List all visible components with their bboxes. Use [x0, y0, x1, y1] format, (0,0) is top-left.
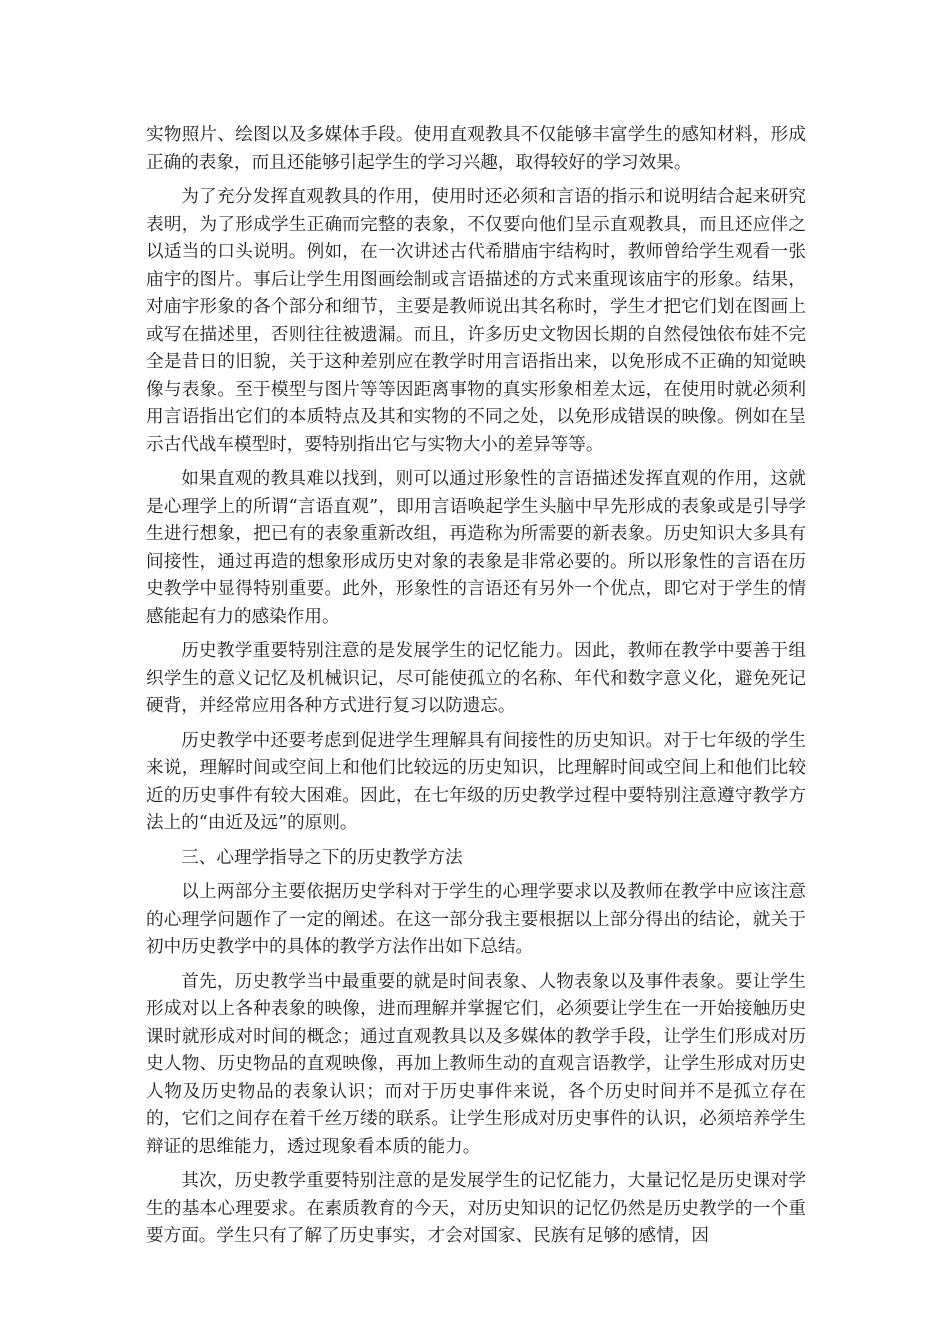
- section-heading: 三、心理学指导之下的历史教学方法: [181, 847, 463, 868]
- paragraph-second-point: 其次，历史教学重要特别注意的是发展学生的记忆能力，大量记忆是历史课对学生的基本心理要求。在素质教育的今天，对历史知识的记忆仍然是历史教学的一个重要方面。学生只有了解了历史事实，才会对国家、民族有足够的感情，因: [146, 1171, 806, 1246]
- paragraph-continued: 实物照片、绘图以及多媒体手段。使用直观教具不仅能够丰富学生的感知材料，形成正确的表象，而且还能够引起学生的学习兴趣，取得较好的学习效果。: [146, 125, 806, 173]
- paragraph-memory-ability: 历史教学重要特别注意的是发展学生的记忆能力。因此，教师在教学中要善于组织学生的意义记忆及机械识记，尽可能使孤立的名称、年代和数字意义化，避免死记硬背，并经常应用各种方式进行复习以防遗忘。: [146, 641, 806, 716]
- document-page: [146, 122, 806, 1258]
- paragraph-visual-aids-with-speech: 为了充分发挥直观教具的作用，使用时还必须和言语的指示和说明结合起来研究表明，为了形成学生正确而完整的表象，不仅要向他们呈示直观教具，而且还应伴之以适当的口头说明。例如，在一次讲述古代希腊庙宇结构时，教师曾给学生观看一张庙宇的图片。事后让学生用图画绘制或言语描述的方式来重现该庙宇的形象。结果，对庙宇形象的各个部分和细节，主要是教师说出其名称时，学生才把它们划在图画上或写在描述里，否则往往被遗漏。而且，许多历史文物因长期的自然侵蚀依布娃不完全是昔日的旧貌，关于这种差别应在教学时用言语指出来，以免形成不正确的知觉映像与表象。至于模型与图片等等因距离事物的真实形象相差太远，在使用时就必须利用言语指出它们的本质特点及其和实物的不同之处，以免形成错误的映像。例如在呈示古代战车模型时，要特别指出它与实物大小的差异等等。: [146, 187, 806, 455]
- paragraph-near-to-far: 历史教学中还要考虑到促进学生理解具有间接性的历史知识。对于七年级的学生来说，理解时间或空间上和他们比较远的历史知识，比理解时间或空间上和他们比较近的历史事件有较大困难。因此，在七年级的历史教学过程中要特别注意遵守教学方法上的“由近及远”的原则。: [146, 730, 806, 833]
- paragraph-section-intro: 以上两部分主要依据历史学科对于学生的心理学要求以及教师在教学中应该注意的心理学问题作了一定的阐述。在这一部分我主要根据以上部分得出的结论，就关于初中历史教学中的具体的教学方法作出如下总结。: [146, 882, 806, 957]
- paragraph-verbal-intuition: 如果直观的教具难以找到，则可以通过形象性的言语描述发挥直观的作用，这就是心理学上的所谓“言语直观”，即用言语唤起学生头脑中早先形成的表象或是引导学生进行想象，把已有的表象重新改组，再造称为所需要的新表象。历史知识大多具有间接性，通过再造的想象形成历史对象的表象是非常必要的。所以形象性的言语在历史教学中显得特别重要。此外，形象性的言语还有另外一个优点，即它对于学生的情感能起有力的感染作用。: [146, 469, 806, 627]
- paragraph-first-point: 首先，历史教学当中最重要的就是时间表象、人物表象以及事件表象。要让学生形成对以上各种表象的映像，进而理解并掌握它们，必须要让学生在一开始接触历史课时就形成对时间的概念；通过直观教具以及多媒体的教学手段，让学生们形成对历史人物、历史物品的直观映像，再加上教师生动的直观言语教学，让学生形成对历史人物及历史物品的表象认识；而对于历史事件来说，各个历史时间并不是孤立存在的，它们之间存在着千丝万缕的联系。让学生形成对历史事件的认识，必须培养学生辩证的思维能力，透过现象看本质的能力。: [146, 971, 806, 1157]
